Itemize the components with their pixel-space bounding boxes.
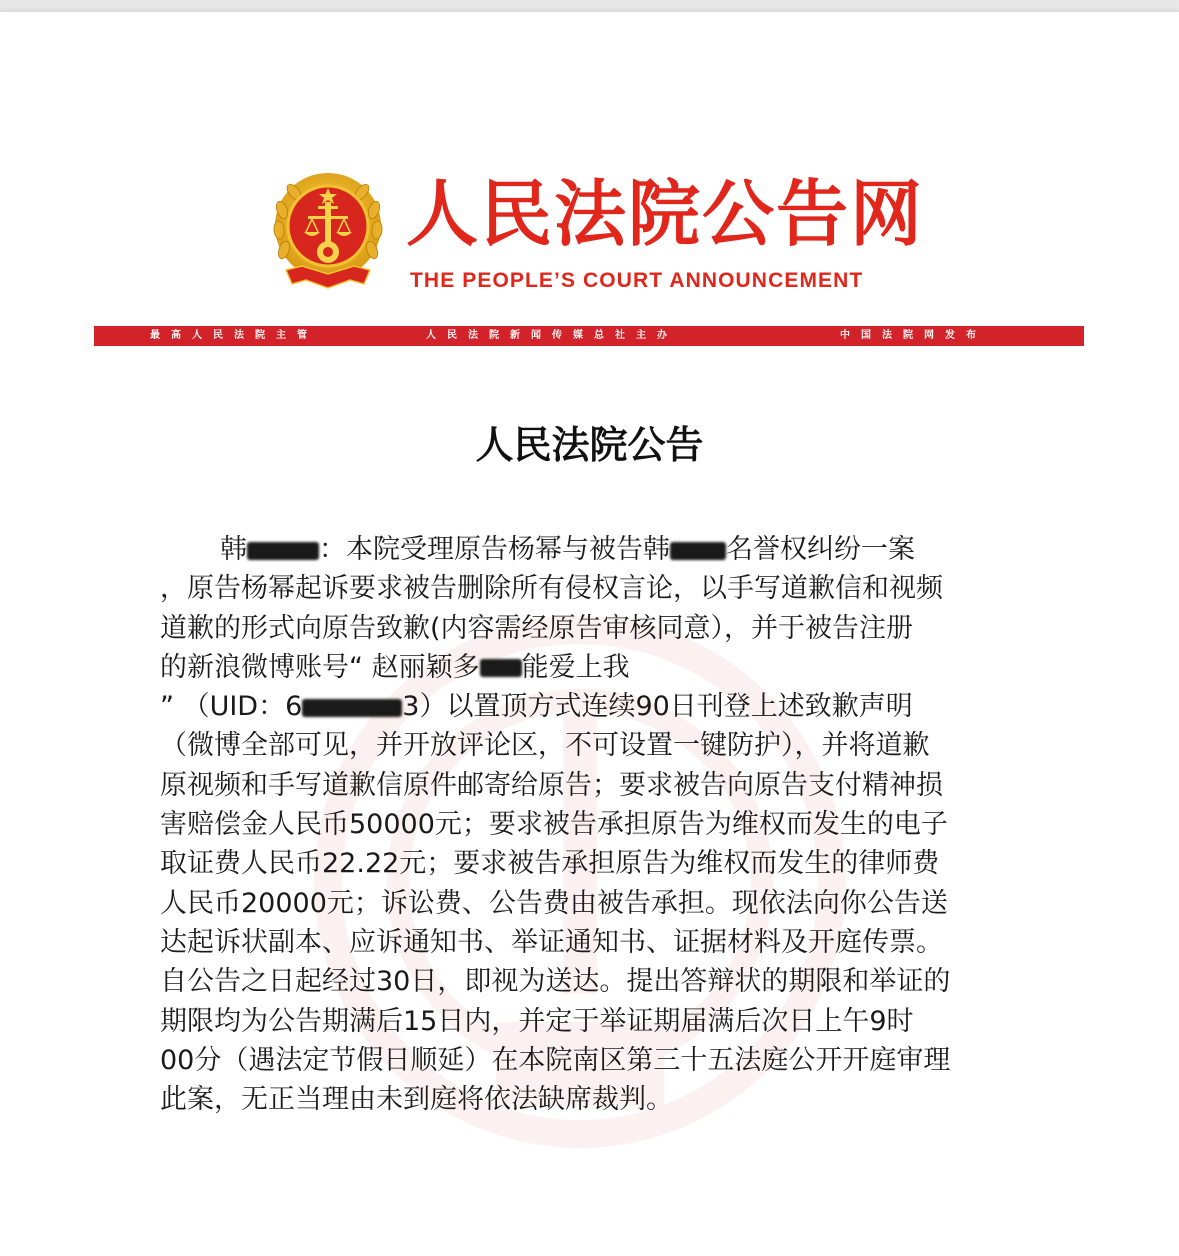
banner-organizer: 人民法院新闻传媒总社主办 xyxy=(426,330,678,341)
redaction-mark xyxy=(670,542,726,560)
body-line: 期限均为公告期满后15日内，并定于举证期届满后次日上午9时 xyxy=(160,1005,914,1037)
body-line: 道歉的形式向原告致歉(内容需经原告审核同意），并于被告注册 xyxy=(160,612,914,644)
body-line: 取证费人民币22.22元；要求被告承担原告为维权而发生的律师费 xyxy=(160,848,940,880)
banner-supervisor: 最高人民法院主管 xyxy=(150,330,318,341)
body-line: 00分（遇法定节假日顺延）在本院南区第三十五法庭公开开庭审理 xyxy=(160,1044,951,1076)
body-line: 原视频和手写道歉信原件邮寄给原告；要求被告向原告支付精神损 xyxy=(160,769,943,801)
body-line: 韩 ：本院受理原告杨幂与被告韩 名誉权纠纷一案 xyxy=(220,534,915,565)
site-title-english: THE PEOPLE’S COURT ANNOUNCEMENT xyxy=(410,269,864,292)
site-header xyxy=(272,170,925,310)
court-emblem-icon xyxy=(272,170,384,296)
redaction-mark xyxy=(302,699,402,717)
redaction-mark xyxy=(247,542,319,560)
body-line: ，原告杨幂起诉要求被告删除所有侵权言论，以手写道歉信和视频 xyxy=(160,573,943,605)
body-line: 人民币20000元；诉讼费、公告费由被告承担。现依法向你公告送 xyxy=(160,887,948,919)
document-title: 人民法院公告 xyxy=(475,423,704,467)
body-line: ” （UID：6 3）以置顶方式连续90日刊登上述致歉声明 xyxy=(160,691,913,723)
body-line: 害赔偿金人民币50000元；要求被告承担原告为维权而发生的电子 xyxy=(160,809,948,841)
announcement-body xyxy=(160,530,1040,1119)
announcement-page xyxy=(0,12,1179,1256)
body-line: 此案，无正当理由未到庭将依法缺席裁判。 xyxy=(160,1084,673,1116)
publisher-banner xyxy=(94,326,1084,346)
redaction-mark xyxy=(480,659,522,677)
body-line: 的新浪微博账号“ 赵丽颖多 能爱上我 xyxy=(160,651,630,683)
body-line: 自公告之日起经过30日，即视为送达。提出答辩状的期限和举证的 xyxy=(160,966,951,998)
body-line: 达起诉状副本、应诉通知书、举证通知书、证据材料及开庭传票。 xyxy=(160,926,943,958)
site-title-chinese: 人民法院公告网 xyxy=(406,172,925,256)
banner-publisher: 中国法院网发布 xyxy=(840,330,987,341)
body-line: （微博全部可见，并开放评论区，不可设置一键防护），并将道歉 xyxy=(160,730,930,762)
